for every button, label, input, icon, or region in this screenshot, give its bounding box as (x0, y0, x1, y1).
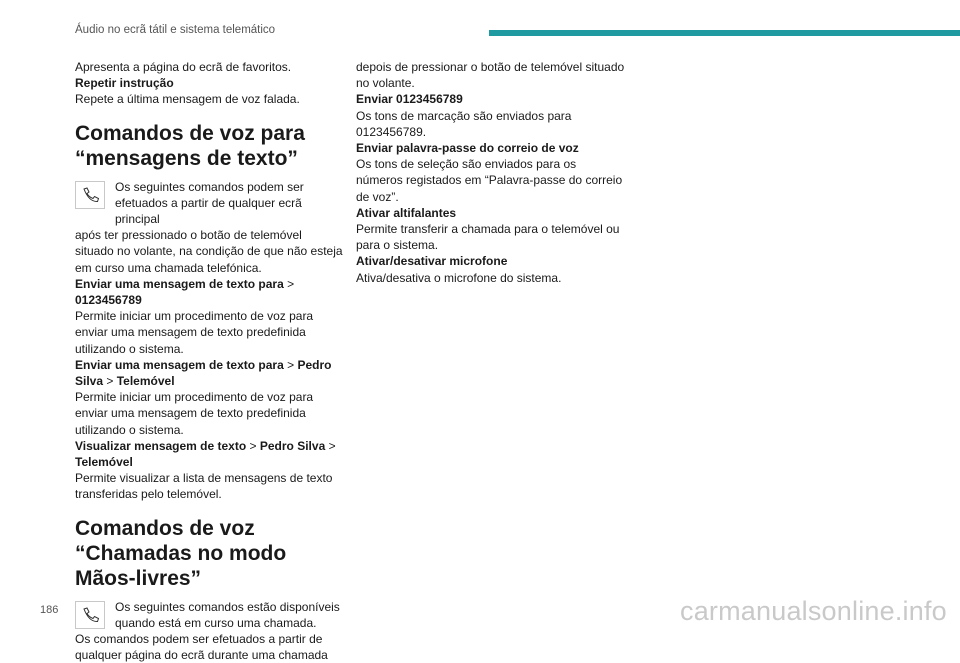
watermark: carmanualsonline.info (680, 596, 947, 626)
section-heading-text-messages: Comandos de voz para “mensagens de texto” (75, 121, 305, 170)
repeat-command-text: Repete a última mensagem de voz falada. (75, 92, 300, 107)
note-1-text-b: após ter pressionado o botão de telemóvel situado no volante, na condição de que não esteja em curso uma chamada telefónica. (75, 228, 343, 275)
command-3-text: Permite visualizar a lista de mensagens de texto transferidas pelo telemóvel. (75, 471, 333, 502)
note-block-1 (75, 179, 343, 228)
note-2-text-a: Os seguintes comandos estão disponíveis quando está em curso uma chamada. (115, 599, 340, 630)
speakers-text: Permite transferir a chamada para o telemóvel ou para o sistema. (356, 222, 620, 253)
send-number-text: Os tons de marcação são enviados para 0123456789. (356, 108, 572, 139)
continuation-text: depois de pressionar o botão de telemóvel situado no volante. (356, 60, 625, 91)
command-2-title: Enviar uma mensagem de texto para > Pedro Silva > Telemóvel (75, 357, 332, 389)
page-header-title: Áudio no ecrã tátil e sistema telemático (75, 24, 276, 36)
voicemail-title: Enviar palavra-passe do correio de voz (356, 141, 579, 156)
intro-text: Apresenta a página do ecrã de favoritos. (75, 60, 292, 74)
page-number: 186 (40, 604, 59, 616)
note-2-text-b: Os comandos podem ser efetuados a partir de qualquer página do ecrã durante uma chamada (75, 632, 328, 663)
note-block-2 (75, 599, 343, 631)
section-heading-hands-free: Comandos de voz “Chamadas no modo Mãos-livres” (75, 516, 287, 590)
header-accent-bar (489, 30, 960, 36)
phone-handset-icon (75, 601, 105, 629)
phone-handset-icon (75, 181, 105, 209)
left-column (75, 59, 343, 663)
speakers-title: Ativar altifalantes (356, 205, 457, 220)
command-3-title: Visualizar mensagem de texto > Pedro Silva > Telemóvel (75, 438, 336, 470)
command-1-text: Permite iniciar um procedimento de voz para enviar uma mensagem de texto predefinida utilizando o sistema. (75, 309, 314, 356)
send-number-title: Enviar 0123456789 (356, 92, 463, 107)
command-1-title: Enviar uma mensagem de texto para > 0123456789 (75, 276, 295, 308)
voicemail-text: Os tons de seleção são enviados para os números registados em “Palavra-passe do correio de voz”. (356, 157, 623, 204)
command-2-text: Permite iniciar um procedimento de voz para enviar uma mensagem de texto predefinida utilizando o sistema. (75, 390, 314, 437)
microphone-title: Ativar/desativar microfone (356, 254, 508, 269)
right-column (356, 59, 626, 286)
note-1-text-a: Os seguintes comandos podem ser efetuados a partir de qualquer ecrã principal (115, 179, 304, 227)
repeat-command-title: Repetir instrução (75, 76, 174, 91)
microphone-text: Ativa/desativa o microfone do sistema. (356, 270, 562, 285)
